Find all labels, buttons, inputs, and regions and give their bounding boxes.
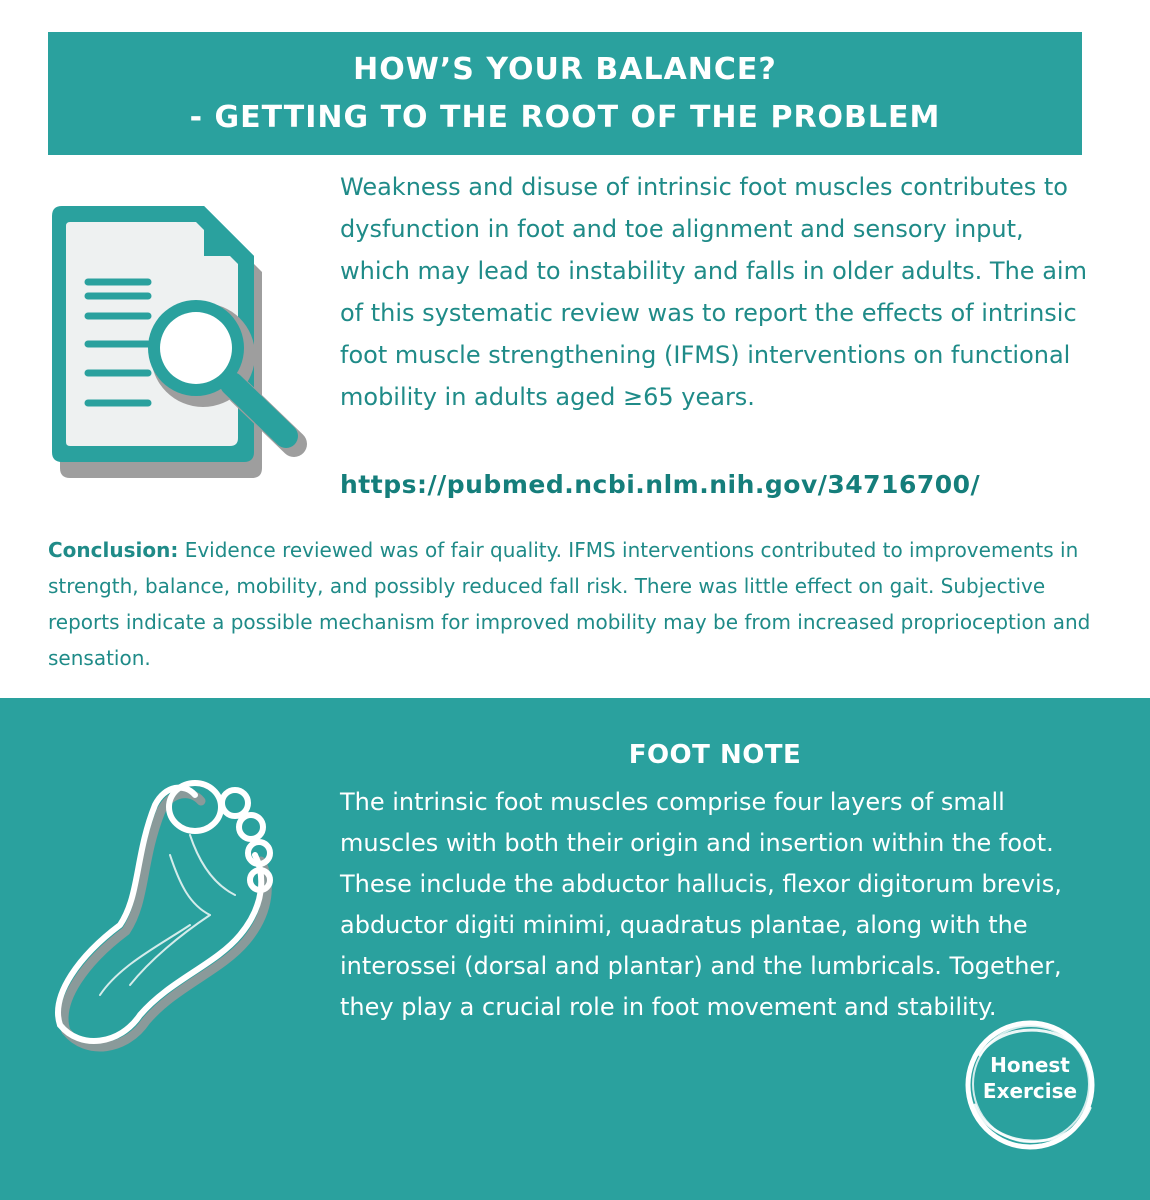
title-banner [48,32,1082,155]
title-line-2: - GETTING TO THE ROOT OF THE PROBLEM [189,100,941,135]
logo-line-1: Honest [990,1053,1070,1077]
foot-icon [40,765,300,1065]
document-search-icon [44,198,314,478]
logo-text [955,1052,1105,1104]
logo-line-2: Exercise [982,1079,1078,1103]
footnote-paragraph: The intrinsic foot muscles comprise four layers of small muscles with both their origin and insertion within the foot. These include the abductor hallucis, flexor digitorum brevis, abductor digiti minimi, quadratus plantae, along with the interossei (dorsal and plantar) and the lumbricals. Together, they play a crucial role in foot movement and stability. [340,788,1062,1021]
conclusion-text: Evidence reviewed was of fair quality. IFMS interventions contributed to improvements in strength, balance, mobility, and possibly reduced fall risk. There was little effect on gait. Subjective reports indicate a possible mechanism for improved mobility may be from increased proprioception and sensation. [48,538,1091,670]
footnote-title: FOOT NOTE [628,740,802,770]
title-line-1: HOW’S YOUR BALANCE? [353,52,777,87]
pubmed-link[interactable]: https://pubmed.ncbi.nlm.nih.gov/34716700/ [340,470,981,499]
conclusion-label: Conclusion: [48,538,179,562]
conclusion-paragraph [48,532,1113,676]
honest-exercise-logo [955,1010,1105,1160]
intro-paragraph: Weakness and disuse of intrinsic foot muscles contributes to dysfunction in foot and toe alignment and sensory input, which may lead to instability and falls in older adults. The aim of this systematic review was to report the effects of intrinsic foot muscle strengthening (IFMS) interventions on functional mobility in adults aged ≥65 years. [340,173,1087,411]
